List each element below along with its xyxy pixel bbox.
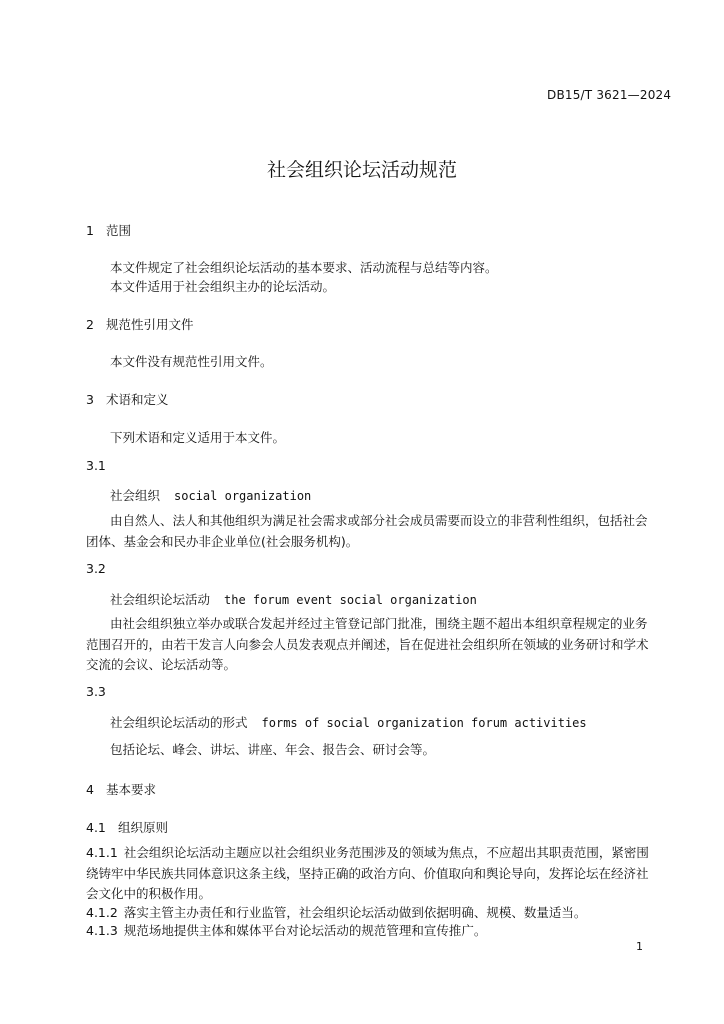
clause-4-1-3 (86, 921, 486, 939)
term-definition: 由社会组织独立举办或联合发起并经过主管登记部门批准，围绕主题不超出本组织章程规定的业务范围召开的，由若干发言人向参会人员发表观点并阐述，旨在促进社会组织所在领域的业务研讨和学术交流的会议、论坛活动等。 (86, 616, 649, 672)
clause-number: 4.1.3 (86, 923, 118, 938)
paragraph: 本文件适用于社会组织主办的论坛活动。 (110, 279, 336, 294)
term-en: social organization (174, 489, 312, 503)
clause-4-1-2 (86, 903, 586, 921)
paragraph: 下列术语和定义适用于本文件。 (110, 430, 286, 445)
section-title: 规范性引用文件 (106, 317, 194, 332)
section-title: 范围 (106, 223, 132, 238)
clause-number: 4.1.1 (86, 845, 118, 860)
term-entry (110, 713, 587, 731)
section-3-heading (86, 390, 169, 408)
clause-number: 4.1.2 (86, 905, 118, 920)
term-definition: 由自然人、法人和其他组织为满足社会需求或部分社会成员需要而设立的非营利性组织，包括社会团体、基金会和民办非企业单位(社会服务机构)。 (86, 513, 648, 549)
term-number: 3.1 (86, 458, 106, 473)
term-entry (110, 486, 311, 504)
section-title: 术语和定义 (106, 392, 169, 407)
term-number: 3.2 (86, 561, 106, 576)
clause-text: 落实主管主办责任和行业监管，社会组织论坛活动做到依据明确、规模、数量适当。 (123, 905, 587, 920)
term-cn: 社会组织论坛活动的形式 (110, 715, 248, 730)
term-number: 3.3 (86, 684, 106, 699)
term-cn: 社会组织 (110, 488, 161, 503)
term-definition: 包括论坛、峰会、讲坛、讲座、年会、报告会、研讨会等。 (110, 742, 436, 757)
term-en: forms of social organization forum activities (261, 716, 587, 730)
section-number: 1 (86, 223, 94, 238)
section-4-heading (86, 780, 156, 798)
section-1-heading (86, 221, 131, 239)
standard-code: DB15/T 3621—2024 (547, 88, 672, 102)
section-2-heading (86, 315, 194, 333)
section-number: 4 (86, 782, 94, 797)
subsection-4-1-heading (86, 818, 168, 836)
clause-text: 规范场地提供主体和媒体平台对论坛活动的规范管理和宣传推广。 (123, 923, 487, 938)
section-title: 基本要求 (106, 782, 157, 797)
section-number: 3 (86, 392, 94, 407)
section-number: 2 (86, 317, 94, 332)
subsection-title: 组织原则 (118, 820, 169, 835)
paragraph: 本文件没有规范性引用文件。 (110, 354, 273, 369)
document-title: 社会组织论坛活动规范 (266, 159, 457, 181)
page-number: 1 (636, 940, 643, 953)
term-entry (110, 590, 477, 608)
paragraph: 本文件规定了社会组织论坛活动的基本要求、活动流程与总结等内容。 (110, 260, 498, 275)
clause-4-1-1 (86, 843, 654, 905)
clause-text: 社会组织论坛活动主题应以社会组织业务范围涉及的领域为焦点，不应超出其职责范围，紧密围绕铸牢中华民族共同体意识这条主线，坚持正确的政治方向、价值取向和舆论导向，发挥论坛在经济社会文化中的积极作用。 (86, 845, 649, 901)
subsection-number: 4.1 (86, 820, 106, 835)
term-en: the forum event social organization (224, 593, 477, 607)
term-cn: 社会组织论坛活动 (110, 592, 211, 607)
